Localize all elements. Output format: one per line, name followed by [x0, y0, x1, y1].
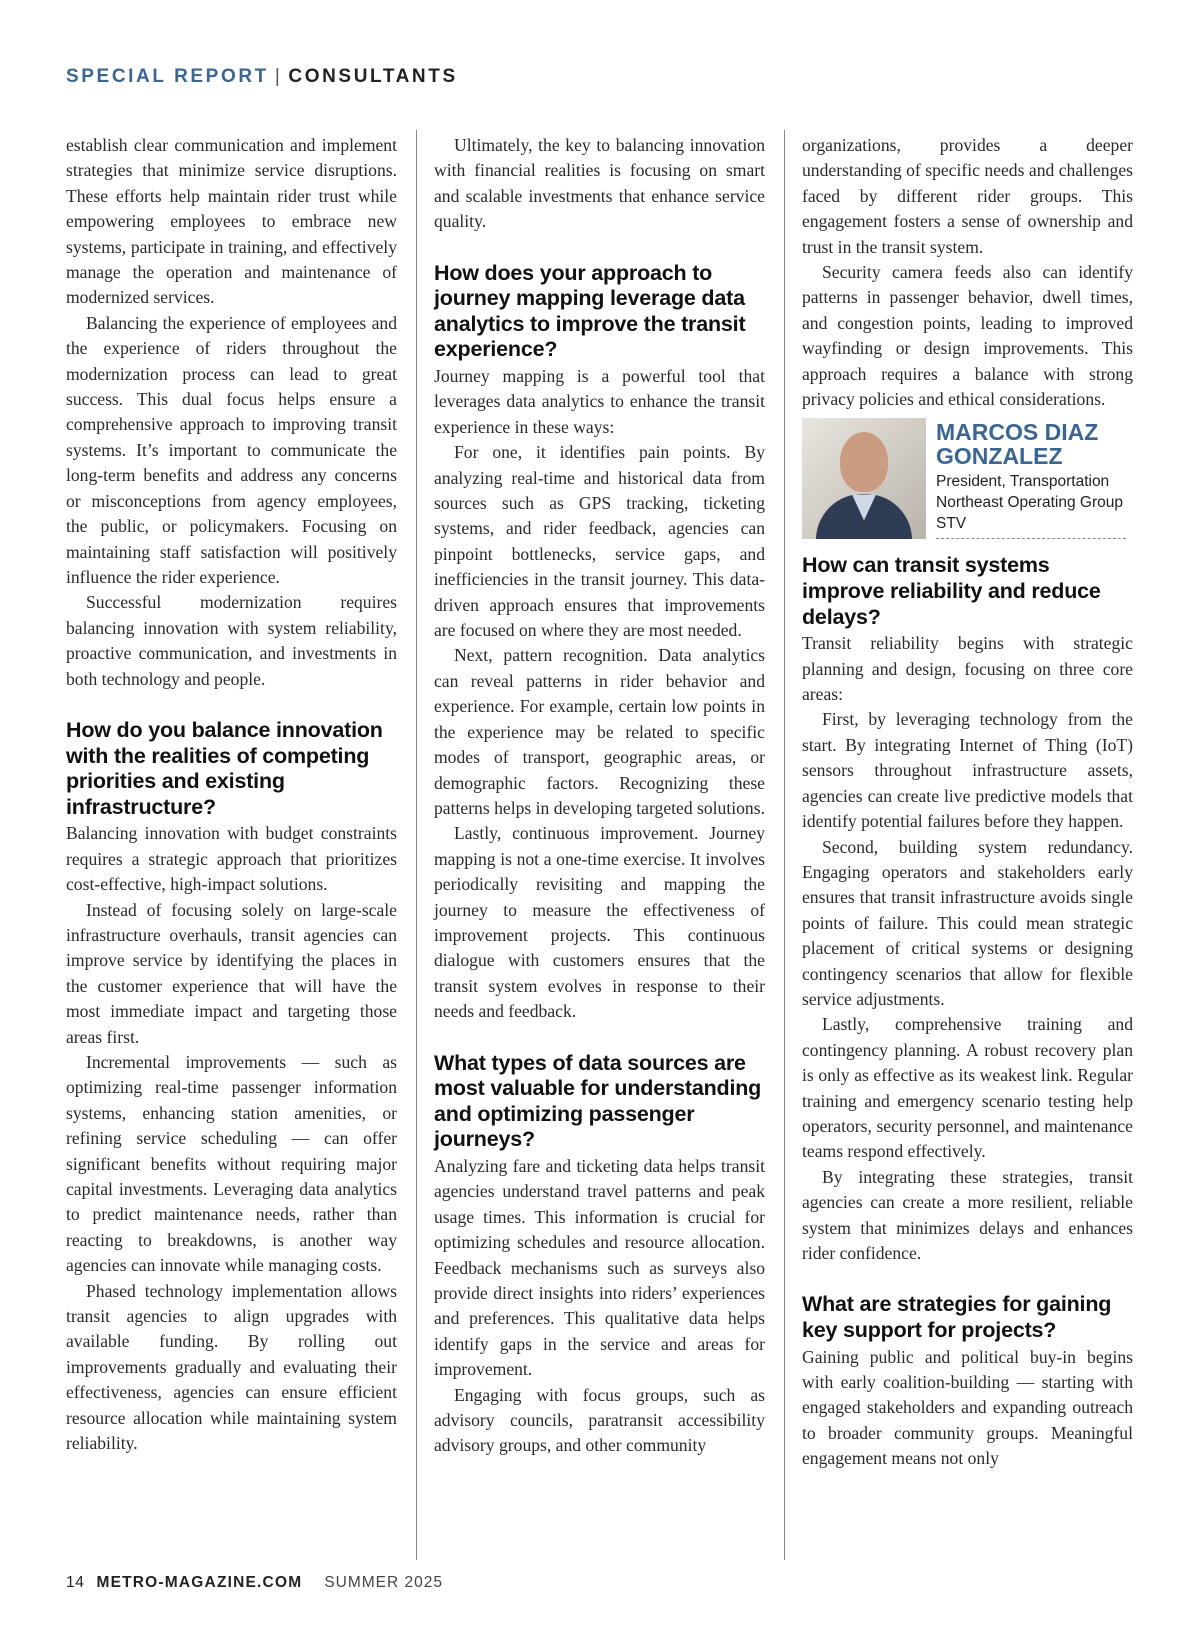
- page-header: [66, 66, 458, 88]
- paragraph: Gaining public and political buy-in begins with early coalition-building — starting with engaged stakeholders and expanding outreach to broader community groups. Meaningful engagement means not only: [802, 1346, 1133, 1469]
- paragraph: Phased technology implementation allows transit agencies to align upgrades with available funding. By rolling out improvements gradually and evaluating their effectiveness, agencies can ensure efficient resource allocation while maintaining system reliability.: [66, 1280, 397, 1454]
- paragraph: Lastly, comprehensive training and contingency planning. A robust recovery plan is only as effective as its weakest link. Regular training and emergency scenario testing help operators, security personnel, and maintenance teams respond effectively.: [802, 1014, 1133, 1162]
- page-number: 14: [66, 1574, 85, 1591]
- profile-divider: [936, 538, 1126, 539]
- article-column-1: [66, 133, 397, 1456]
- article-column-3: [802, 133, 1133, 1472]
- paragraph: Next, pattern recognition. Data analytics can reveal patterns in rider behavior and experience. For example, certain low points in the experience may be related to specific modes of transport, geographic areas, or demographic factors. Recognizing these patterns helps in developing targeted solutions.: [434, 645, 765, 818]
- column-divider: [784, 130, 785, 1560]
- paragraph: Instead of focusing solely on large-scale infrastructure overhauls, transit agencies can improve service by identifying the places in the customer experience that will have the most immediate impact and targeting those areas first.: [66, 899, 397, 1047]
- site-name: METRO-MAGAZINE.COM: [96, 1574, 303, 1591]
- paragraph: Security camera feeds also can identify patterns in passenger behavior, dwell times, and congestion points, leading to improved wayfinding or design improvements. This approach requires a balance with strong privacy policies and ethical considerations.: [802, 262, 1133, 410]
- paragraph: Incremental improvements — such as optimizing real-time passenger information systems, enhancing station amenities, or refining service scheduling — can offer significant benefits without requiring major capital investments. Leveraging data analytics to predict maintenance needs, rather than reacting to breakdowns, is another way agencies can innovate while managing costs.: [66, 1051, 397, 1276]
- author-info: [936, 418, 1133, 539]
- author-name: MARCOS DIAZ GONZALEZ: [936, 419, 1099, 470]
- page-footer: [66, 1574, 443, 1592]
- paragraph: Analyzing fare and ticketing data helps transit agencies understand travel patterns and peak usage times. This information is crucial for optimizing schedules and resource allocation. Feedback mechanisms such as surveys also provide direct insights into riders’ experiences and preferences. This qualitative data helps identify gaps in the service and areas for improvement.: [434, 1155, 765, 1380]
- paragraph: Transit reliability begins with strategic planning and design, focusing on three core areas:: [802, 633, 1133, 705]
- paragraph: Journey mapping is a powerful tool that leverages data analytics to enhance the transit experience in these ways:: [434, 366, 765, 437]
- author-company: STV: [936, 515, 967, 533]
- paragraph: Balancing the experience of employees and the experience of riders throughout the modernization process can lead to great success. This dual focus helps ensure a comprehensive approach to improving transit systems. It’s important to communicate the long-term benefits and address any concerns or misconceptions from agency employees, the public, or policymakers. Focusing on maintaining staff satisfaction will positively influence the rider experience.: [66, 312, 397, 587]
- author-organization: Northeast Operating Group: [936, 494, 1123, 512]
- author-title: President, Transportation: [936, 473, 1110, 491]
- paragraph: Successful modernization requires balancing innovation with system reliability, proactive communication, and investments in both technology and people.: [66, 592, 397, 689]
- column-divider: [416, 130, 417, 1560]
- paragraph: Ultimately, the key to balancing innovation with financial realities is focusing on smart and scalable investments that enhance service quality.: [434, 135, 765, 232]
- paragraph: Balancing innovation with budget constraints requires a strategic approach that prioritizes cost-effective, high-impact solutions.: [66, 823, 397, 895]
- paragraph: For one, it identifies pain points. By analyzing real-time and historical data from sources such as GPS tracking, ticketing systems, and rider feedback, agencies can pinpoint bottlenecks, service gaps, and inefficiencies in the transit journey. This data-driven approach ensures that improvements are focused on where they are most needed.: [434, 442, 765, 641]
- paragraph: Second, building system redundancy. Engaging operators and stakeholders early ensures that transit infrastructure avoids single points of failure. This could mean strategic placement of critical systems or designing contingency scenarios that allow for flexible service adjustments.: [802, 836, 1133, 1009]
- paragraph: By integrating these strategies, transit agencies can create a more resilient, reliable system that minimizes delays and enhances rider confidence.: [802, 1166, 1133, 1263]
- paragraph: establish clear communication and implement strategies that minimize service disruptions. These efforts help maintain rider trust while empowering employees to embrace new systems, participate in training, and effectively manage the operation and maintenance of modernized services.: [66, 135, 397, 308]
- paragraph: First, by leveraging technology from the start. By integrating Internet of Thing (IoT) sensors throughout infrastructure assets, agencies can create live predictive models that identify potential failures before they happen.: [802, 709, 1133, 832]
- topic-label: CONSULTANTS: [288, 66, 458, 87]
- question-heading: How do you balance innovation with the realities of competing priorities and existing infrastructure?: [66, 717, 383, 819]
- photo-head-shape: [840, 432, 888, 492]
- paragraph: Lastly, continuous improvement. Journey mapping is not a one-time exercise. It involves periodically revisiting and mapping the journey to measure the effectiveness of improvement projects. This continuous dialogue with customers ensures that the transit system evolves in response to their needs and feedback.: [434, 823, 765, 1022]
- issue-label: SUMMER 2025: [324, 1574, 443, 1591]
- header-separator: |: [274, 66, 283, 87]
- paragraph: organizations, provides a deeper understanding of specific needs and challenges faced by different rider groups. This engagement fosters a sense of ownership and trust in the transit system.: [802, 135, 1133, 257]
- question-heading: What are strategies for gaining key support for projects?: [802, 1292, 1112, 1342]
- question-heading: How does your approach to journey mapping leverage data analytics to improve the transit experience?: [434, 260, 746, 362]
- author-photo: [802, 418, 926, 539]
- section-label: SPECIAL REPORT: [66, 66, 269, 87]
- question-heading: How can transit systems improve reliability and reduce delays?: [802, 553, 1101, 629]
- author-profile: [802, 418, 1133, 539]
- article-column-2: [434, 133, 765, 1459]
- question-heading: What types of data sources are most valuable for understanding and optimizing passenger journeys?: [434, 1050, 762, 1152]
- paragraph: Engaging with focus groups, such as advisory councils, paratransit accessibility advisory groups, and other community: [434, 1384, 765, 1456]
